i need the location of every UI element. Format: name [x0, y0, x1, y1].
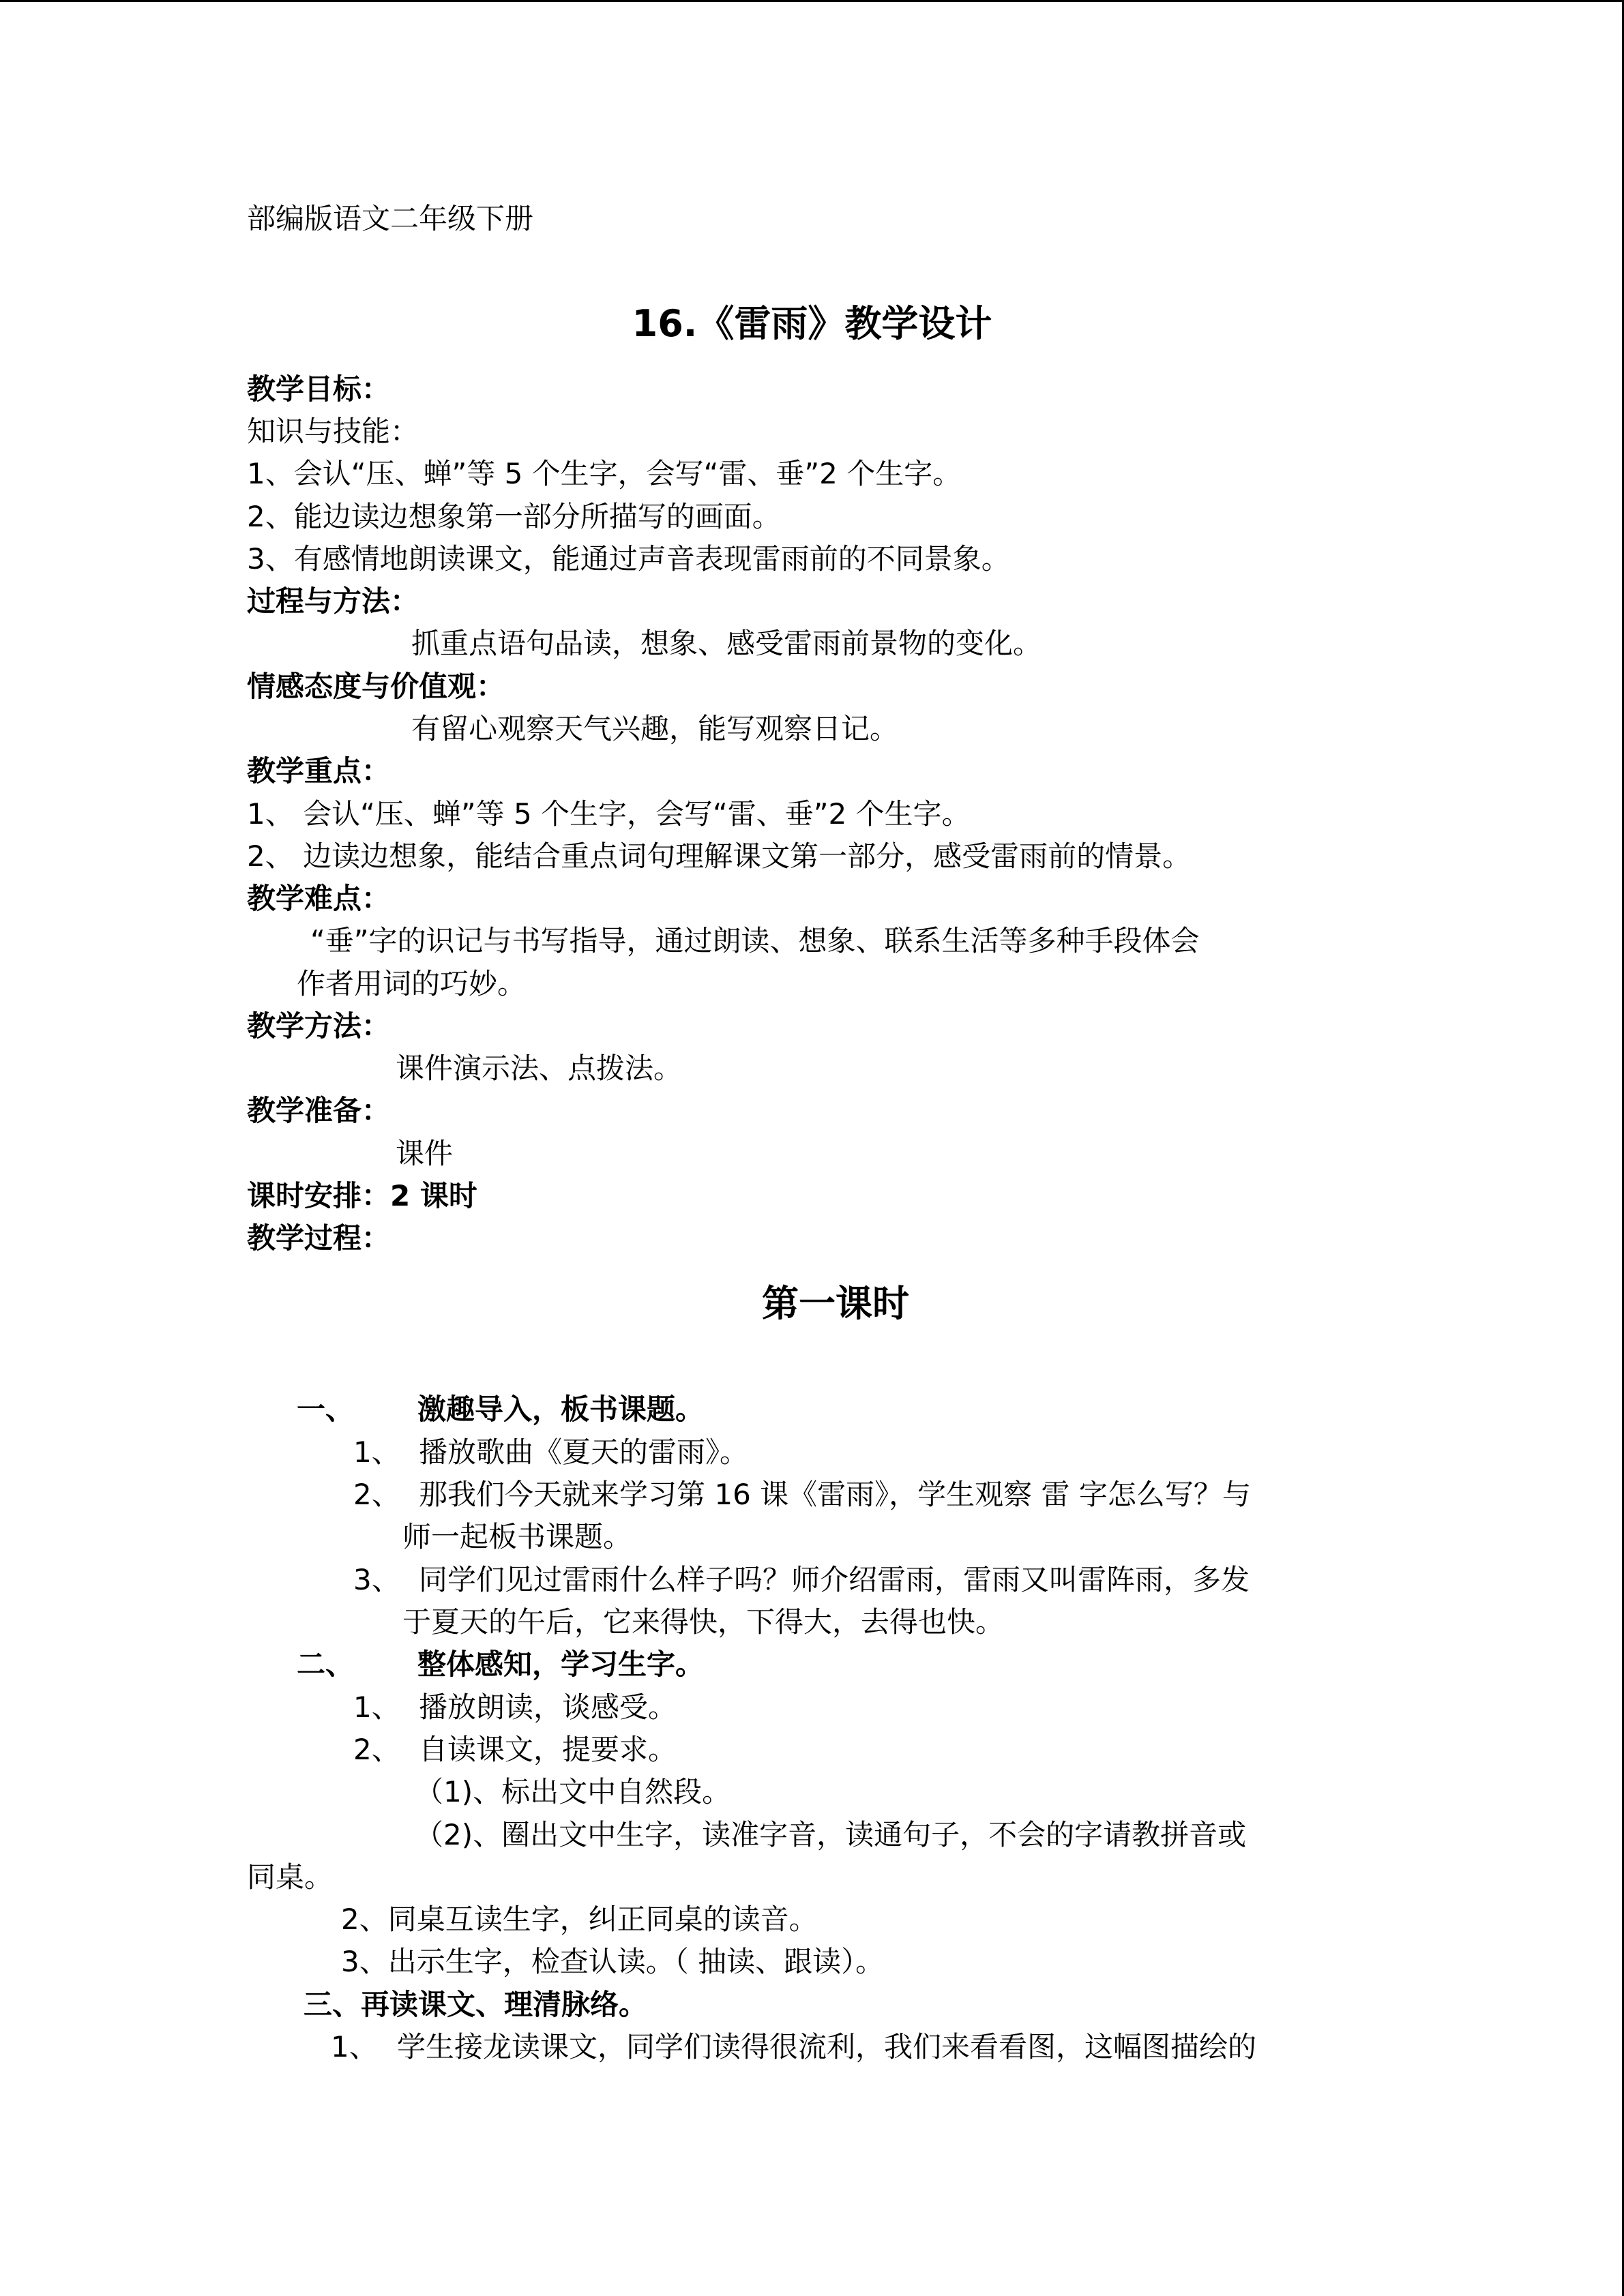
- s1-item-3-line-1: 同学们见过雷雨什么样子吗？师介绍雷雨，雷雨又叫雷阵雨，多发: [419, 1563, 1250, 1596]
- s2-item-1-text: 播放朗读，谈感受。: [419, 1690, 677, 1724]
- method-heading: 教学方法：: [247, 1009, 391, 1043]
- difficult-heading: 教学难点：: [247, 882, 391, 915]
- prep-text: 课件: [396, 1137, 454, 1170]
- schedule: 课时安排：2 课时: [247, 1179, 477, 1212]
- s1-item-2-line-2: 师一起板书课题。: [402, 1520, 632, 1553]
- method-text: 课件演示法、点拨法。: [396, 1052, 683, 1085]
- section-2-number: 二、: [297, 1648, 355, 1681]
- s1-item-1-text: 播放歌曲《夏天的雷雨》。: [419, 1435, 749, 1469]
- s1-item-2-number: 2、: [353, 1478, 400, 1511]
- s2-item-1-number: 1、: [353, 1690, 400, 1724]
- key-item-2: 2、 边读边想象，能结合重点词句理解课文第一部分，感受雷雨前的情景。: [247, 839, 1192, 873]
- section-1-title: 激趣导入，板书课题。: [417, 1392, 705, 1426]
- s1-item-3-line-2: 于夏天的午后，它来得快，下得大，去得也快。: [402, 1605, 1005, 1639]
- procedure-heading: 教学过程：: [247, 1221, 391, 1255]
- s1-item-2-line-1: 那我们今天就来学习第 16 课《雷雨》，学生观察 雷 字怎么写？与: [419, 1478, 1251, 1511]
- emotion-text: 有留心观察天气兴趣，能写观察日记。: [411, 712, 899, 745]
- knowledge-item-3: 3、有感情地朗读课文，能通过声音表现雷雨前的不同景象。: [247, 542, 1010, 576]
- process-heading: 过程与方法：: [247, 584, 419, 618]
- s2-item-3: 2、同桌互读生字，纠正同桌的读音。: [341, 1903, 818, 1936]
- key-item-1: 1、 会认“压、蝉”等 5 个生字，会写“雷、垂”2 个生字。: [247, 797, 971, 831]
- s2-sub-1: （1)、标出文中自然段。: [415, 1775, 731, 1808]
- knowledge-heading: 知识与技能：: [247, 415, 419, 448]
- section-3-title: 三、再读课文、理清脉络。: [304, 1988, 648, 2021]
- lesson-1-title: 第一课时: [762, 1282, 909, 1325]
- s2-item-2-text: 自读课文，提要求。: [419, 1733, 677, 1766]
- page-top-border: [0, 0, 1624, 2]
- s2-item-4: 3、出示生字，检查认读。（ 抽读、跟读）。: [341, 1945, 885, 1978]
- key-heading: 教学重点：: [247, 754, 391, 788]
- s3-item-1-text: 学生接龙读课文，同学们读得很流利，我们来看看图，这幅图描绘的: [397, 2030, 1257, 2063]
- section-2-title: 整体感知，学习生字。: [417, 1648, 705, 1681]
- s2-sub-2-line-2: 同桌。: [247, 1860, 334, 1894]
- knowledge-item-1: 1、会认“压、蝉”等 5 个生字，会写“雷、垂”2 个生字。: [247, 457, 962, 490]
- difficult-text-line-1: “垂”字的识记与书写指导，通过朗读、想象、联系生活等多种手段体会: [310, 924, 1200, 957]
- s2-item-2-number: 2、: [353, 1733, 400, 1766]
- emotion-heading: 情感态度与价值观：: [247, 670, 505, 703]
- s1-item-1-number: 1、: [353, 1435, 400, 1469]
- section-1-number: 一、: [297, 1392, 355, 1426]
- doc-title: 16.《雷雨》教学设计: [632, 302, 992, 345]
- objectives-heading: 教学目标：: [247, 372, 391, 406]
- s2-sub-2-line-1: （2)、圈出文中生字，读准字音，读通句子，不会的字请教拼音或: [415, 1818, 1247, 1851]
- process-text: 抓重点语句品读，想象、感受雷雨前景物的变化。: [411, 627, 1042, 660]
- knowledge-item-2: 2、能边读边想象第一部分所描写的画面。: [247, 500, 781, 533]
- prep-heading: 教学准备：: [247, 1094, 391, 1127]
- s1-item-3-number: 3、: [353, 1563, 400, 1596]
- difficult-text-line-2: 作者用词的巧妙。: [297, 967, 527, 1000]
- s3-item-1-number: 1、: [331, 2030, 378, 2063]
- doc-header: 部编版语文二年级下册: [247, 202, 534, 235]
